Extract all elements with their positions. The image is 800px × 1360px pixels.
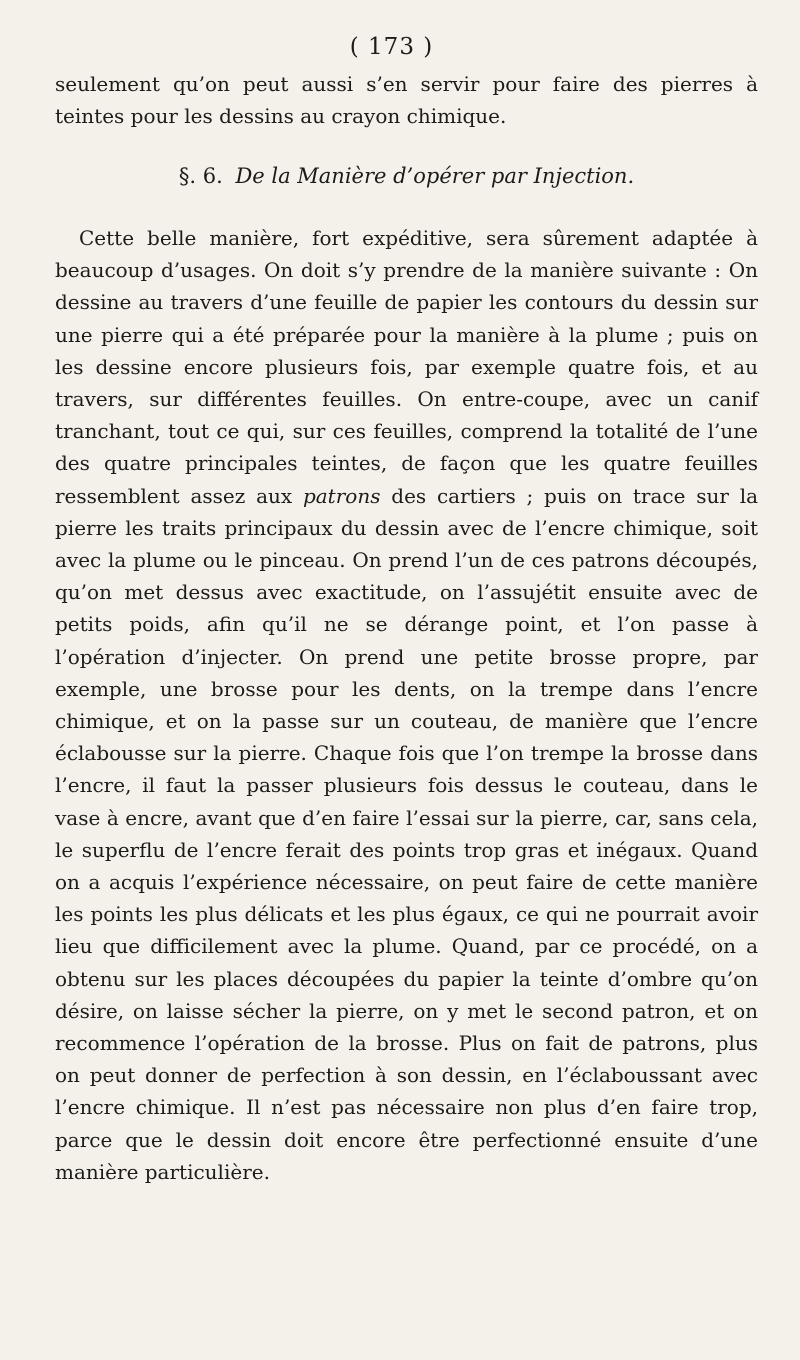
- body-text-part-2: des cartiers ; puis on trace sur la pierre les traits principaux du dessin avec de l’encre chimique, soit avec la plume ou le pinceau. On prend l’un de ces patrons découpés, qu’on met dessus avec exactitude, on l’assujétit ensuite avec de petits poids, afin qu’il ne se dérange point, et l’on passe à l’opération d’injecter. On prend une petite brosse propre, par exemple, une brosse pour les dents, on la trempe dans l’encre chimique, et on la passe sur un couteau, de manière que l’encre éclabousse sur la pierre. Chaque fois que l’on trempe la brosse dans l’encre, il faut la passer plusieurs fois dessus le couteau, dans le vase à encre, avant que d’en faire l’essai sur la pierre, car, sans cela, le superflu de l’encre ferait des points trop gras et inégaux. Quand on a acquis l’expérience nécessaire, on peut faire de cette manière les points les plus délicats et les plus égaux, ce qui ne pourrait avoir lieu que difficilement avec la plume. Quand, par ce procédé, on a obtenu sur les places découpées du papier la teinte d’ombre qu’on désire, on laisse sécher la pierre, on y met le second patron, et on recommence l’opération de la brosse. Plus on fait de patrons, plus on peut donner de perfection à son dessin, en l’éclaboussant avec l’encre chimique. Il n’est pas nécessaire non plus d’en faire trop, parce que le dessin doit encore être perfectionné ensuite d’une manière particulière.: [55, 483, 759, 1184]
- section-heading: [55, 160, 758, 192]
- body-text-part-1: Cette belle manière, fort expéditive, sera sûrement adaptée à beaucoup d’usages. On doit s’y prendre de la manière suivante : On dessine au travers d’une feuille de papier les contours du dessin sur une pierre qui a été préparée pour la manière à la plume ; puis on les dessine encore plusieurs fois, par exemple quatre fois, et au travers, sur différentes feuilles. On entre-coupe, avec un canif tranchant, tout ce qui, sur ces feuilles, comprend la totalité de l’une des quatre principales teintes, de façon que les quatre feuilles ressemblent assez aux: [55, 226, 758, 508]
- section-title: De la Manière d’opérer par Injection.: [235, 164, 635, 188]
- italic-term: patrons: [302, 483, 381, 508]
- body-paragraph: [55, 222, 758, 1188]
- section-mark: §. 6.: [178, 164, 223, 188]
- intro-paragraph: seulement qu’on peut aussi s’en servir pour faire des pierres à teintes pour les dessins au crayon chimique.: [55, 72, 758, 128]
- page-number: ( 173 ): [349, 34, 434, 60]
